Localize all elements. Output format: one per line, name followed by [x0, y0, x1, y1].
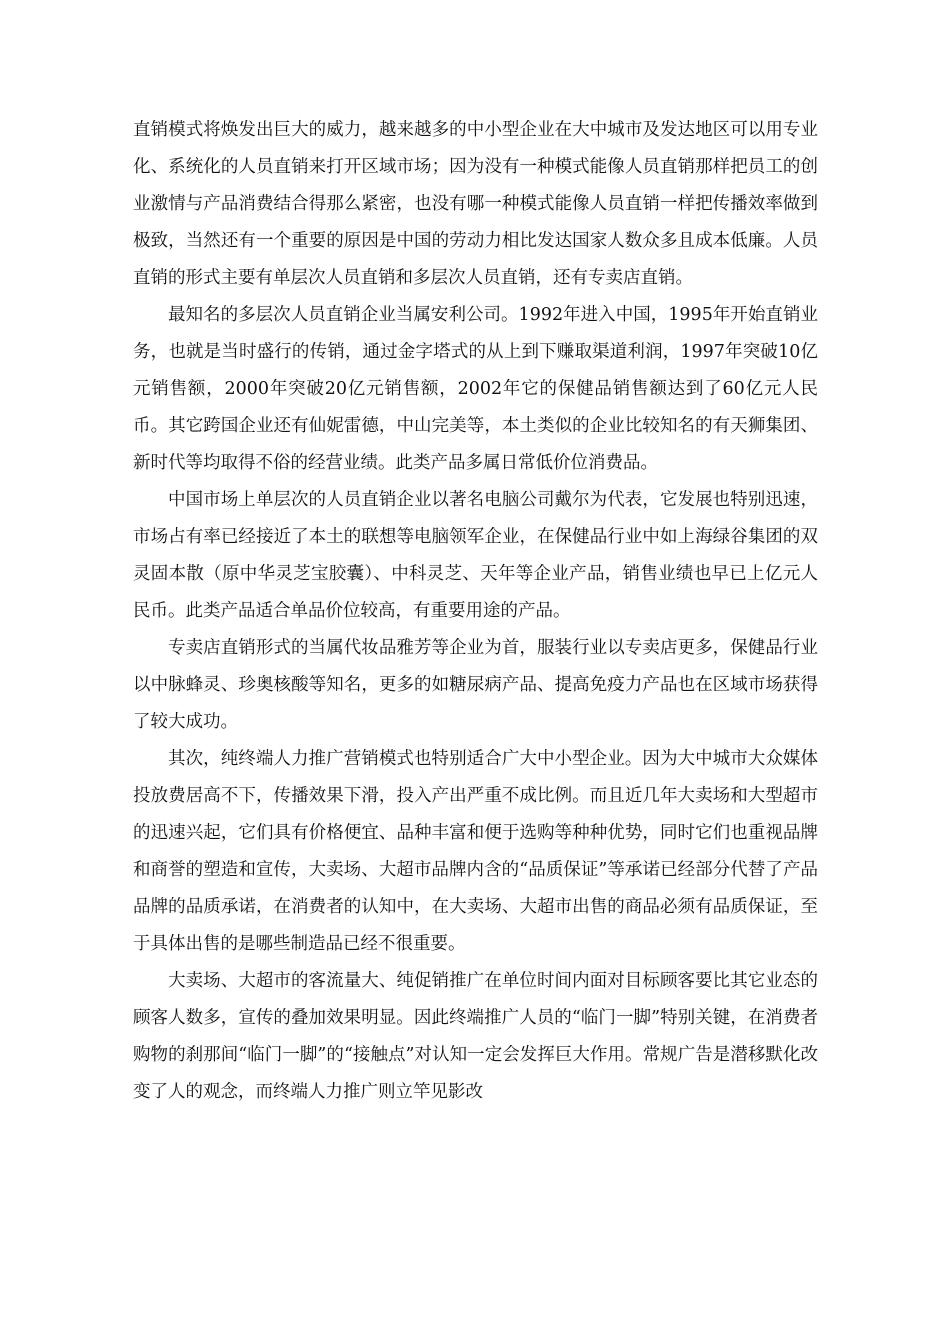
paragraph-specialty-store-sales: 专卖店直销形式的当属代妆品雅芳等企业为首，服装行业以专卖店更多，保健品行业以中脉蜂灵、珍奥核酸等知名，更多的如糖尿病产品、提高免疫力产品也在区域市场获得了较大成功。 — [133, 638, 818, 732]
paragraph-direct-sales-intro: 直销模式将焕发出巨大的威力，越来越多的中小型企业在大中城市及发达地区可以用专业化、系统化的人员直销来打开区域市场；因为没有一种模式能像人员直销那样把员工的创业激情与产品消费结合得那么紧密，也没有哪一种模式能像人员直销一样把传播效率做到极致，当然还有一个重要的原因是中国的劳动力相比发达国家人数众多且成本低廉。人员直销的形式主要有单层次人员直销和多层次人员直销，还有专卖店直销。 — [133, 120, 818, 288]
paragraph-hypermarket-traffic: 大卖场、大超市的客流量大、纯促销推广在单位时间内面对目标顾客要比其它业态的顾客人数多，宣传的叠加效果明显。因此终端推广人员的“临门一脚”特别关键，在消费者购物的刹那间“临门一脚”的“接触点”对认知一定会发挥巨大作用。常规广告是潜移默化改变了人的观念，而终端人力推广则立竿见影改 — [133, 971, 818, 1102]
document-page — [133, 112, 818, 1111]
paragraph-multilevel-direct-sales: 最知名的多层次人员直销企业当属安利公司。1992年进入中国，1995年开始直销业务，也就是当时盛行的传销，通过金字塔式的从上到下赚取渠道利润，1997年突破10亿元销售额，2000年突破20亿元销售额，2002年它的保健品销售额达到了60亿元人民币。其它跨国企业还有仙妮雷德，中山完美等，本土类似的企业比较知名的有天狮集团、新时代等均取得不俗的经营业绩。此类产品多属日常低价位消费品。 — [133, 305, 818, 473]
paragraph-terminal-promotion: 其次，纯终端人力推广营销模式也特别适合广大中小型企业。因为大中城市大众媒体投放费居高不下，传播效果下滑，投入产出严重不成比例。而且近几年大卖场和大型超市的迅速兴起，它们具有价格便宜、品种丰富和便于选购等种种优势，同时它们也重视品牌和商誉的塑造和宣传，大卖场、大超市品牌内含的“品质保证”等承诺已经部分代替了产品品牌的品质承诺，在消费者的认知中，在大卖场、大超市出售的商品必须有品质保证，至于具体出售的是哪些制造品已经不很重要。 — [133, 749, 818, 954]
paragraph-single-level-direct-sales: 中国市场上单层次的人员直销企业以著名电脑公司戴尔为代表，它发展也特别迅速，市场占有率已经接近了本土的联想等电脑领军企业，在保健品行业中如上海绿谷集团的双灵固本散（原中华灵芝宝胶囊）、中科灵芝、天年等企业产品，销售业绩也早已上亿元人民币。此类产品适合单品价位较高，有重要用途的产品。 — [133, 490, 818, 621]
